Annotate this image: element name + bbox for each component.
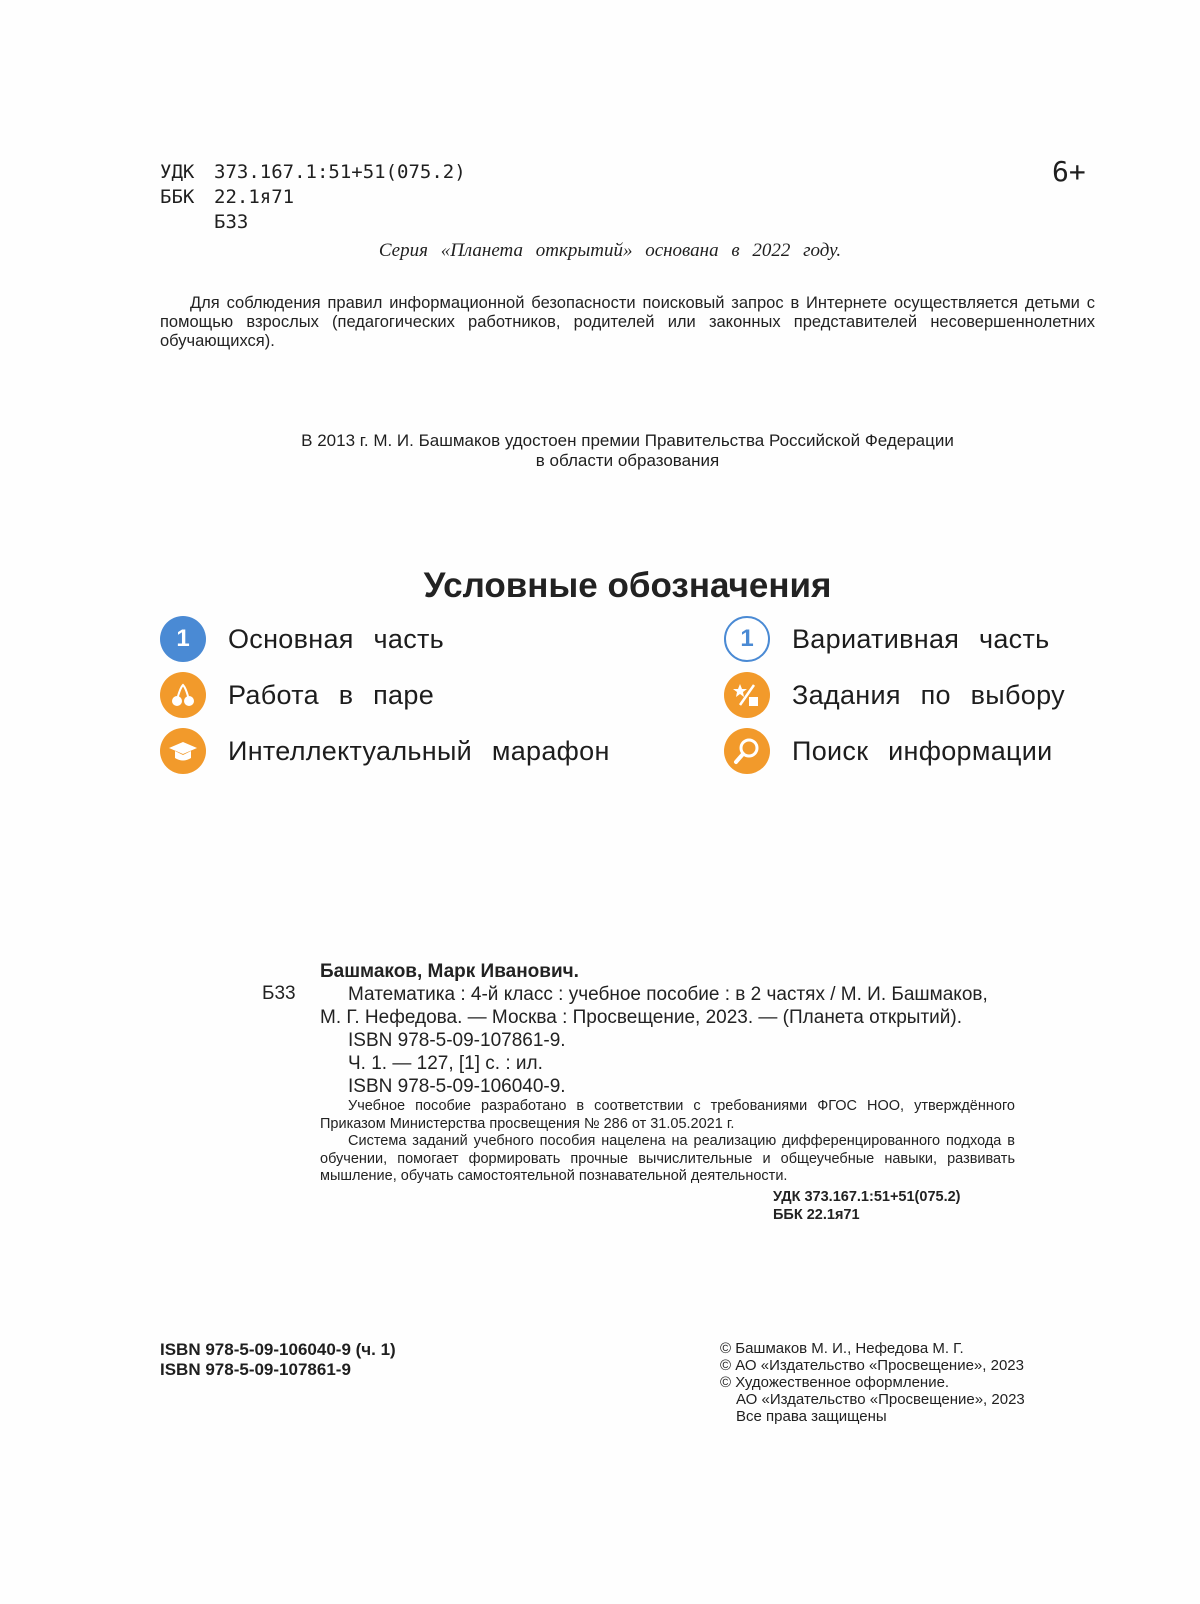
award-line-1: В 2013 г. М. И. Башмаков удостоен премии Правительства Российской Федерации [301,431,954,450]
legend-item-pair-work [160,672,434,718]
safety-note: Для соблюдения правил информационной безопасности поисковый запрос в Интернете осуществляется детьми с помощью взрослых (педагогических работников, родителей или законных представителей несовершеннолетних обучающихся). [160,294,1095,350]
legend-label: Поиск информации [792,735,1053,766]
biblio-line-2: М. Г. Нефедова. — Москва : Просвещение, 2023. — (Планета открытий). [320,1007,963,1028]
biblio-udk: УДК 373.167.1:51+51(075.2) [773,1189,961,1205]
cherries-icon [160,672,206,718]
bbk-line [160,185,294,210]
rights-reserved: Все права защищены [736,1408,887,1425]
award-note [160,431,1095,471]
footer-isbn-2: ISBN 978-5-09-107861-9 [160,1360,351,1379]
filled-number-icon: 1 [160,616,206,662]
graduation-cap-icon [160,728,206,774]
legend-item-marathon [160,728,610,774]
legend-title: Условные обозначения [423,566,832,605]
biblio-part: Ч. 1. — 127, [1] с. : ил. [348,1053,543,1074]
legend-item-main-part [160,616,444,662]
age-rating: 6+ [1052,155,1086,188]
legend-label: Задания по выбору [792,679,1065,710]
biblio-isbn-part: ISBN 978-5-09-106040-9. [348,1076,566,1097]
copyright-line-2: © АО «Издательство «Просвещение», 2023 [720,1357,1024,1374]
bbk-value: 22.1я71 [214,186,295,208]
series-note: Серия «Планета открытий» основана в 2022 году. [378,240,842,261]
author-sign: Б33 [214,211,249,233]
biblio-bbk: ББК 22.1я71 [773,1207,860,1223]
legend-label: Работа в паре [228,679,435,710]
udk-line [160,160,466,185]
magnifier-icon [724,728,770,774]
biblio-line-1: Математика : 4-й класс : учебное пособие : в 2 частях / М. И. Башмаков, [348,984,988,1005]
legend-label: Вариативная часть [792,623,1050,654]
footer-isbn [160,1340,396,1380]
copyright-line-3: © Художественное оформление. [720,1374,950,1391]
biblio-annotation-1: Учебное пособие разработано в соответствии с требованиями ФГОС НОО, утверждённого Приказом Министерства просвещения № 286 от 31.05.2021 г. [320,1098,1015,1132]
bbk-key: ББК [160,186,195,208]
choice-shapes-icon [724,672,770,718]
legend-item-optional-tasks [724,672,1065,718]
award-line-2: в области образования [535,451,720,470]
biblio-author: Башмаков, Марк Иванович. [320,961,579,982]
legend-item-variative-part [724,616,1050,662]
legend-label: Интеллектуальный марафон [228,735,610,766]
udk-value: 373.167.1:51+51(075.2) [214,161,466,183]
udk-key: УДК [160,161,195,183]
outlined-number-icon: 1 [724,616,770,662]
copyright-line-4: АО «Издательство «Просвещение», 2023 [736,1391,1025,1408]
legend-item-info-search [724,728,1053,774]
biblio-annotation-2: Система заданий учебного пособия нацелена на реализацию дифференцированного подхода в обучении, помогает формировать прочные вычислительные и общеучебные навыки, развивать мышление, обучать самостоятельной познавательной деятельности. [320,1133,1015,1184]
biblio-isbn-set: ISBN 978-5-09-107861-9. [348,1030,566,1051]
footer-copyright [720,1340,1025,1425]
biblio-sign: Б33 [262,983,296,1004]
footer-isbn-1: ISBN 978-5-09-106040-9 (ч. 1) [160,1340,396,1359]
copyright-line-1: © Башмаков М. И., Нефедова М. Г. [720,1340,964,1357]
legend-label: Основная часть [228,623,445,654]
